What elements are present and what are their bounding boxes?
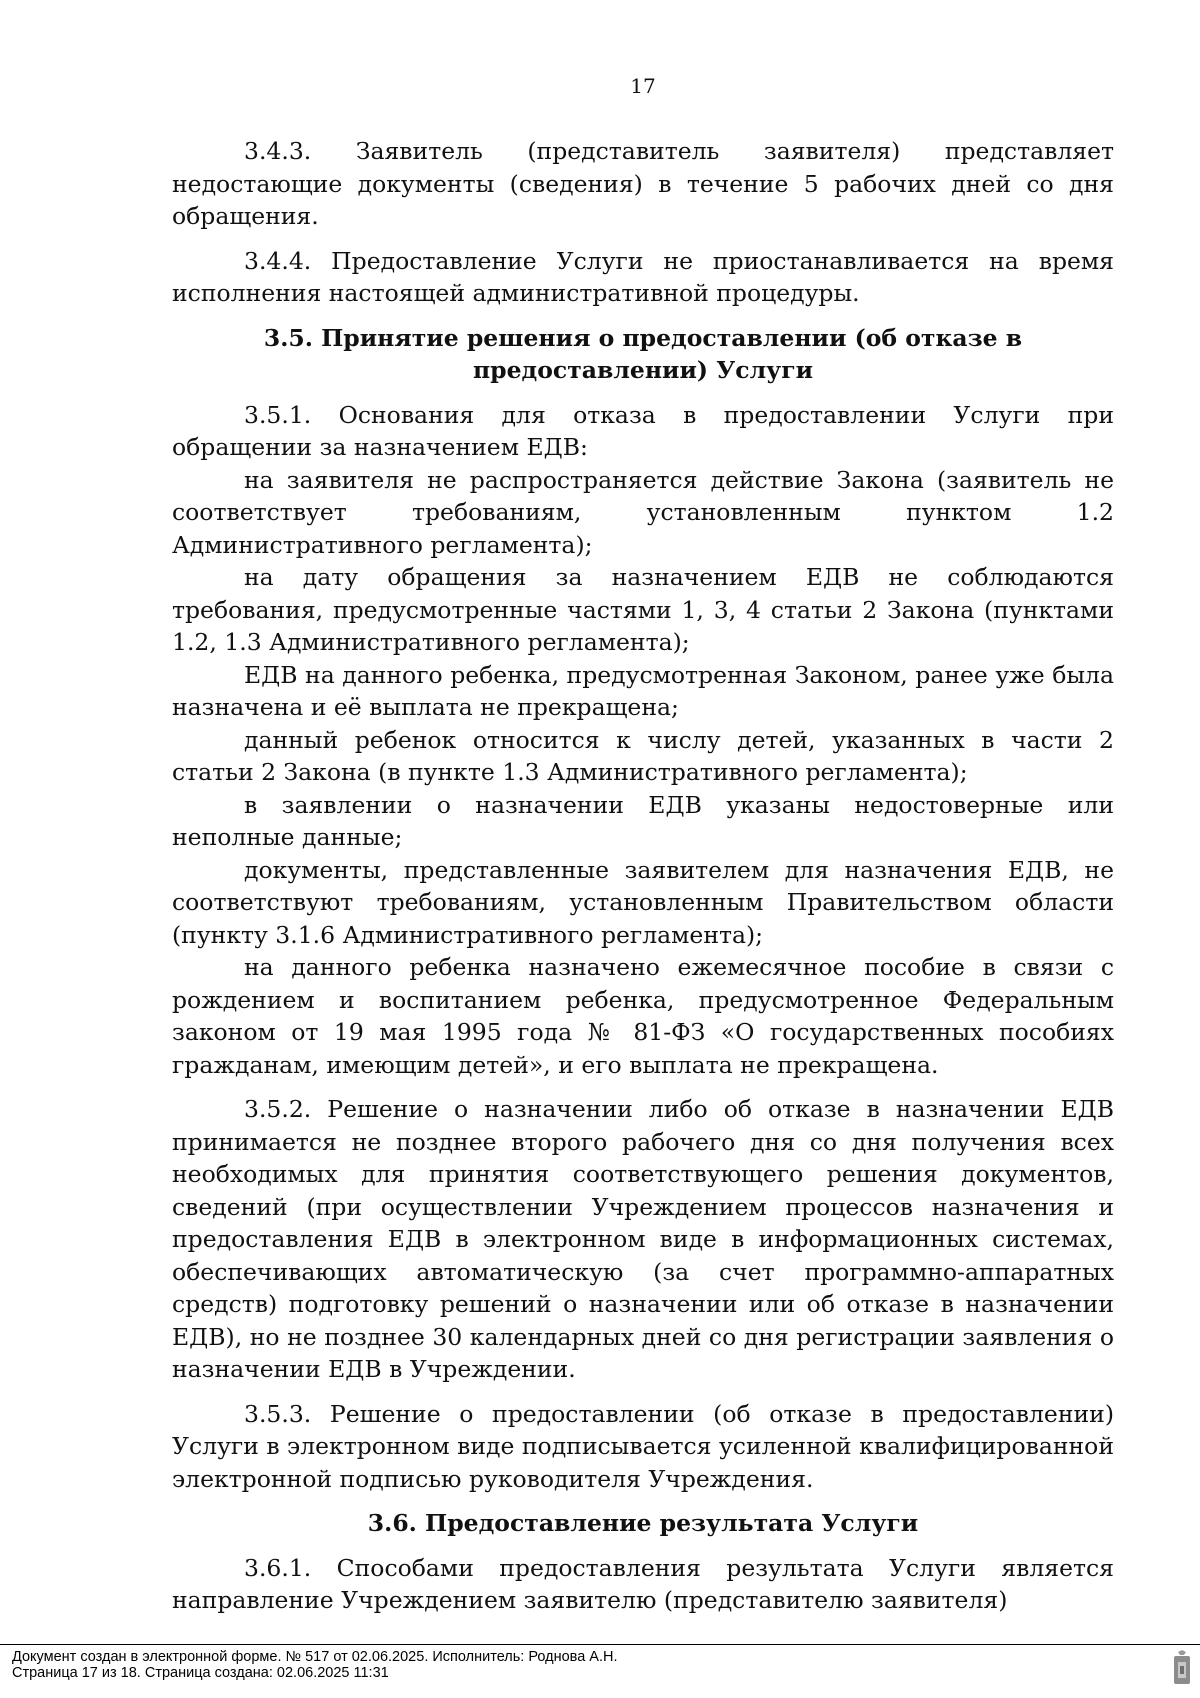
paragraph-3-4-3: 3.4.3. Заявитель (представитель заявителя) представляет недостающие документы (сведения) в течение 5 рабочих дней со дня обращения.	[172, 137, 1114, 230]
footer-page-info: Страница 17 из 18. Страница создана: 02.06.2025 11:31	[12, 1665, 389, 1681]
section-heading-3-6: 3.6. Предоставление результата Услуги	[367, 1509, 919, 1537]
list-item: ЕДВ на данного ребенка, предусмотренная Законом, ранее уже была назначена и её выплата не прекращена;	[172, 660, 1114, 721]
coat-of-arms-icon	[1172, 1650, 1192, 1686]
list-item: документы, представленные заявителем для назначения ЕДВ, не соответствуют требованиям, установленным Правительством области (пункту 3.1.6 Административного регламента);	[172, 855, 1114, 949]
list-item: в заявлении о назначении ЕДВ указаны недостоверные или неполные данные;	[172, 790, 1114, 851]
paragraph-3-4-4: 3.4.4. Предоставление Услуги не приостанавливается на время исполнения настоящей административной процедуры.	[172, 246, 1114, 307]
page-number: 17	[630, 74, 656, 98]
paragraph-3-5-3: 3.5.3. Решение о предоставлении (об отказе в предоставлении) Услуги в электронном виде подписывается усиленной квалифицированной электронной подписью руководителя Учреждения.	[172, 1399, 1114, 1493]
paragraph-3-5-1: 3.5.1. Основания для отказа в предоставлении Услуги при обращении за назначением ЕДВ:	[172, 400, 1114, 461]
list-item: данный ребенок относится к числу детей, указанных в части 2 статьи 2 Закона (в пункте 1.3 Административного регламента);	[172, 725, 1114, 786]
section-heading-3-5: 3.5. Принятие решения о предоставлении (об отказе в предоставлении) Услуги	[263, 323, 1023, 384]
footer	[12, 1649, 618, 1681]
list-item: на данного ребенка назначено ежемесячное пособие в связи с рождением и воспитанием ребенка, предусмотренное Федеральным законом от 19 мая 1995 года № 81-ФЗ «О государственных пособиях гражданам, имеющим детей», и его выплата не прекращена.	[172, 953, 1114, 1079]
footer-divider	[0, 1644, 1200, 1645]
paragraph-3-5-2: 3.5.2. Решение о назначении либо об отказе в назначении ЕДВ принимается не позднее второго рабочего дня со дня получения всех необходимых для принятия соответствующего решения документов, сведений (при осуществлении Учреждением процессов назначения и предоставления ЕДВ в электронном виде в информационных системах, обеспечивающих автоматическую (за счет программно-аппаратных средств) подготовку решений о назначении или об отказе в назначении ЕДВ), но не позднее 30 календарных дней со дня регистрации заявления о назначении ЕДВ в Учреждении.	[172, 1095, 1114, 1383]
footer-document-info: Документ создан в электронной форме. № 517 от 02.06.2025. Исполнитель: Роднова А.Н.	[12, 1649, 618, 1665]
list-item: на дату обращения за назначением ЕДВ не соблюдаются требования, предусмотренные частями 1, 3, 4 статьи 2 Закона (пунктами 1.2, 1.3 Административного регламента);	[172, 563, 1114, 656]
paragraph-3-6-1: 3.6.1. Способами предоставления результата Услуги является направление Учреждением заявителю (представителю заявителя)	[172, 1553, 1114, 1614]
list-item: на заявителя не распространяется действие Закона (заявитель не соответствует требованиям, установленным пунктом 1.2 Административного регламента);	[172, 465, 1114, 559]
document-body	[172, 135, 1114, 1629]
